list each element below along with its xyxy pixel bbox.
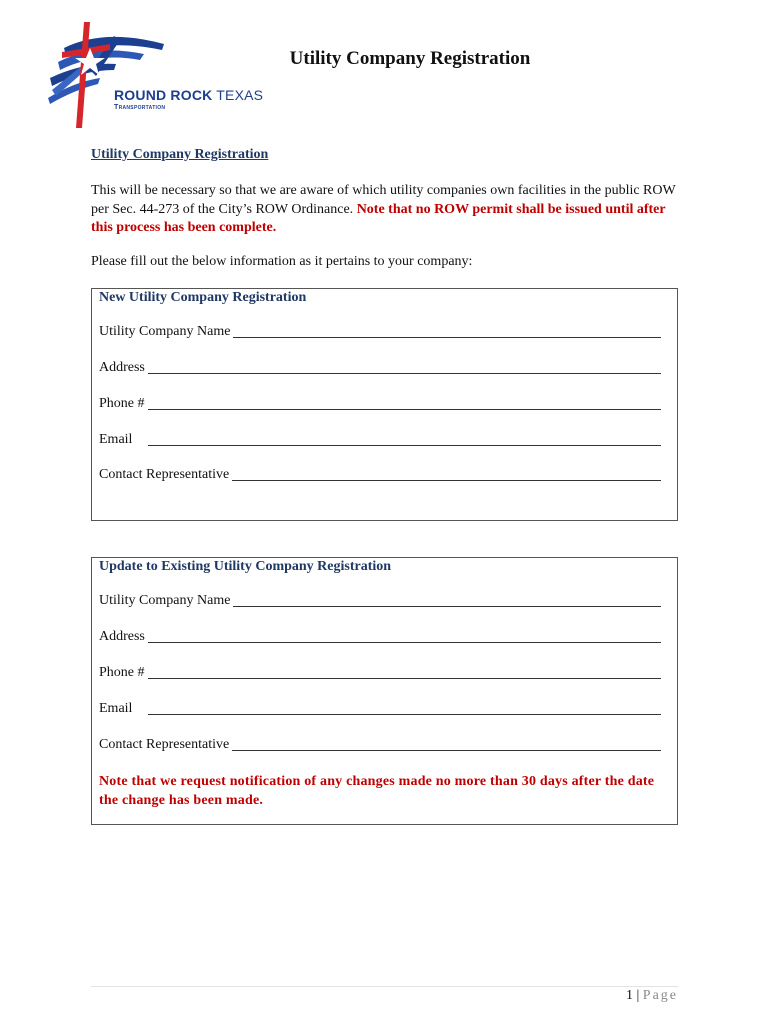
intro-paragraph: This will be necessary so that we are aware of which utility companies own facilities in the public ROW per Sec. 44-273 of the City’s ROW Ordinance. Note that no ROW permit shall be issued until after this process has been complete. [91,183,676,235]
blank-line[interactable] [232,737,661,751]
round-rock-logo [44,18,264,136]
blank-line[interactable] [148,665,662,679]
field-label: Email [99,432,133,447]
change-notification-note: Note that we request notification of any changes made no more than 30 days after the date the change has been made. [99,774,655,808]
new-contact-field[interactable] [99,467,661,483]
update-phone-field[interactable] [99,665,661,681]
fill-instruction: Please fill out the below information as it pertains to your company: [91,254,473,269]
field-label: Utility Company Name [99,324,231,339]
update-email-field[interactable] [99,701,661,717]
page-number: 1 | Page [625,988,678,1003]
new-address-field[interactable] [99,360,661,376]
new-registration-box [91,288,678,521]
field-label: Address [99,629,145,644]
blank-line[interactable] [232,467,661,481]
field-label: Contact Representative [99,737,230,752]
update-registration-title: Update to Existing Utility Company Registration [99,559,392,574]
blank-line[interactable] [148,396,662,410]
update-company-name-field[interactable] [99,593,661,609]
field-label: Address [99,360,145,375]
logo-wordmark: ROUND ROCK TEXAS [114,87,264,103]
blank-line[interactable] [148,701,661,715]
blank-line[interactable] [148,360,661,374]
update-address-field[interactable] [99,629,661,645]
blank-line[interactable] [233,324,661,338]
field-label: Phone # [99,396,145,411]
field-label: Utility Company Name [99,593,231,608]
logo-subtitle: Transportation [114,104,166,111]
field-label: Email [99,701,133,716]
intro-warning: Note that no ROW permit shall be issued until after this process has been complete. [91,201,666,235]
update-contact-field[interactable] [99,737,661,753]
new-registration-title: New Utility Company Registration [99,290,307,305]
document-title: Utility Company Registration [289,48,531,69]
blank-line[interactable] [148,629,661,643]
footer-divider [91,986,678,987]
field-label: Phone # [99,665,145,680]
update-registration-box [91,557,678,825]
field-label: Contact Representative [99,467,230,482]
new-phone-field[interactable] [99,396,661,412]
blank-line[interactable] [148,432,661,446]
blank-line[interactable] [233,593,661,607]
new-email-field[interactable] [99,432,661,448]
new-company-name-field[interactable] [99,324,661,340]
section-heading: Utility Company Registration [91,147,269,162]
star-logo-icon [44,18,174,136]
